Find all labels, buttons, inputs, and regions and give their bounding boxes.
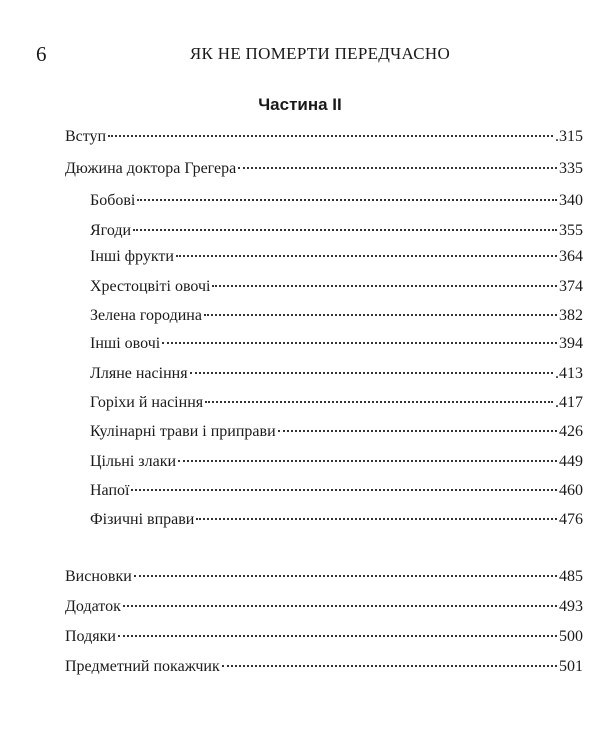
toc-entry xyxy=(65,596,583,618)
leader-dots xyxy=(205,400,553,403)
toc-entry xyxy=(90,392,583,414)
leader-dots xyxy=(196,517,557,520)
toc-entry-page: 394 xyxy=(559,335,583,352)
toc-entry xyxy=(65,158,583,180)
toc-entry xyxy=(65,626,583,648)
toc-entry-label: Хрестоцвіті овочі xyxy=(90,278,211,295)
running-header xyxy=(36,42,564,68)
toc-entry-page: 493 xyxy=(559,598,583,615)
toc-entry-label: Подяки xyxy=(65,628,116,645)
leader-dots xyxy=(190,371,553,374)
toc-entry-label: Предметний покажчик xyxy=(65,658,220,675)
leader-dots xyxy=(278,429,557,432)
toc-entry-page: 335 xyxy=(559,160,583,177)
toc-entry-page: 460 xyxy=(559,482,583,499)
toc-entry-label: Горіхи й насіння xyxy=(90,394,204,411)
toc-entry-page: 364 xyxy=(559,248,583,265)
toc-entry-page: .413 xyxy=(555,365,583,382)
leader-dots xyxy=(123,604,557,607)
leader-dots xyxy=(178,459,557,462)
toc-entry xyxy=(65,126,583,148)
toc-entry xyxy=(90,421,583,443)
toc-entry xyxy=(90,305,583,327)
leader-dots xyxy=(108,134,553,137)
toc-entry-page: 485 xyxy=(559,568,583,585)
toc-entry xyxy=(90,333,583,355)
toc-entry xyxy=(90,276,583,298)
toc-entry xyxy=(90,363,583,385)
toc-entry-label: Вступ xyxy=(65,128,107,145)
toc-entry xyxy=(90,509,583,531)
toc-entry-label: Лляне насіння xyxy=(90,365,188,382)
toc-entry xyxy=(65,566,583,588)
page-number: 6 xyxy=(36,42,47,66)
toc-entry-page: 449 xyxy=(559,453,583,470)
toc-entry-label: Цільні злаки xyxy=(90,453,177,470)
leader-dots xyxy=(176,254,557,257)
leader-dots xyxy=(137,198,557,201)
toc-entry-page: 501 xyxy=(559,658,583,675)
toc-entry xyxy=(90,480,583,502)
toc-entry-page: 340 xyxy=(559,192,583,209)
leader-dots xyxy=(212,284,557,287)
leader-dots xyxy=(204,313,557,316)
toc-entry-page: 374 xyxy=(559,278,583,295)
leader-dots xyxy=(131,488,557,491)
toc-entry xyxy=(90,246,583,268)
toc-entry-label: Фізичні вправи xyxy=(90,511,195,528)
toc-entry-label: Ягоди xyxy=(90,222,132,239)
toc-entry-page: 500 xyxy=(559,628,583,645)
leader-dots xyxy=(222,664,557,667)
running-title: ЯК НЕ ПОМЕРТИ ПЕРЕДЧАСНО xyxy=(189,44,451,63)
toc-entry-page: 476 xyxy=(559,511,583,528)
toc-entry-label: Додаток xyxy=(65,598,121,615)
toc-entry-label: Інші фрукти xyxy=(90,248,174,265)
toc-entry xyxy=(90,220,583,242)
toc-entry xyxy=(65,656,583,678)
toc-entry xyxy=(90,451,583,473)
toc-entry-label: Кулінарні трави і приправи xyxy=(90,423,276,440)
toc-entry-page: .417 xyxy=(555,394,583,411)
leader-dots xyxy=(162,341,557,344)
part-title: Частина II xyxy=(258,95,342,114)
toc-entry-label: Інші овочі xyxy=(90,335,161,352)
toc-entry-page: 382 xyxy=(559,307,583,324)
toc-entry-label: Зелена городина xyxy=(90,307,202,324)
toc-entry-page: .315 xyxy=(555,128,583,145)
toc-entry-label: Висновки xyxy=(65,568,132,585)
leader-dots xyxy=(118,634,557,637)
toc-entry-page: 355 xyxy=(559,222,583,239)
toc-entry-label: Дюжина доктора Грегера xyxy=(65,160,237,177)
toc-entry-page: 426 xyxy=(559,423,583,440)
toc-entry-label: Бобові xyxy=(90,192,136,209)
toc-entry xyxy=(90,190,583,212)
leader-dots xyxy=(238,166,557,169)
leader-dots xyxy=(134,574,557,577)
leader-dots xyxy=(133,228,557,231)
toc-entry-label: Напої xyxy=(90,482,130,499)
